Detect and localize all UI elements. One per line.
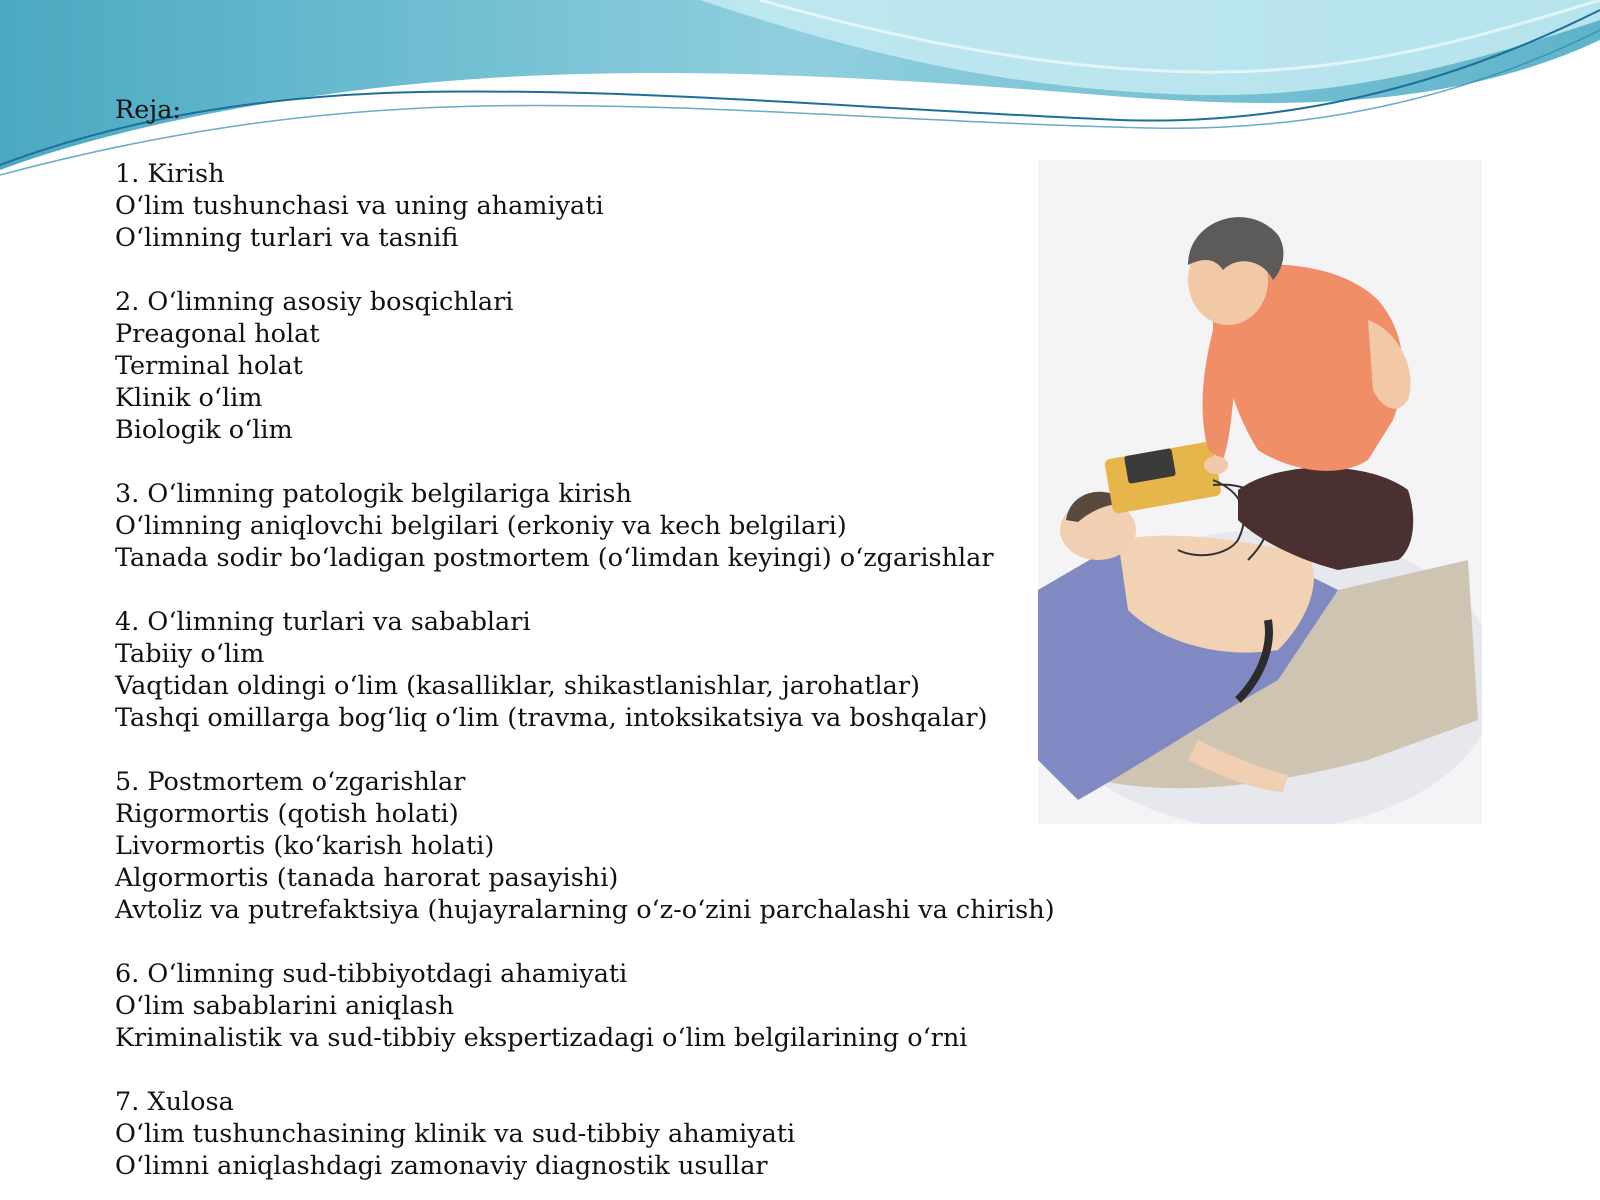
section-item: O‘limning aniqlovchi belgilari (erkoniy va kech belgilari) xyxy=(115,511,847,541)
section-item: O‘lim tushunchasi va uning ahamiyati xyxy=(115,191,604,221)
section-heading: 7. Xulosa xyxy=(115,1087,234,1117)
section-heading: 1. Kirish xyxy=(115,159,225,189)
section-item: Livormortis (ko‘karish holati) xyxy=(115,831,495,861)
section-item: Tanada sodir bo‘ladigan postmortem (o‘limdan keyingi) o‘zgarishlar xyxy=(115,543,994,573)
rescuer-hand-on-aed xyxy=(1204,456,1228,474)
section-item: O‘limni aniqlashdagi zamonaviy diagnostik usullar xyxy=(115,1151,768,1181)
section-item: Kriminalistik va sud-tibbiy ekspertizadagi o‘lim belgilarining o‘rni xyxy=(115,1023,968,1053)
cpr-defibrillator-illustration xyxy=(1038,160,1482,824)
section-item: Klinik o‘lim xyxy=(115,383,263,413)
slide-content xyxy=(115,94,1075,1182)
section-item: O‘lim tushunchasining klinik va sud-tibbiy ahamiyati xyxy=(115,1119,796,1149)
section-heading: 4. O‘limning turlari va sabablari xyxy=(115,607,531,637)
section-item: Rigormortis (qotish holati) xyxy=(115,799,459,829)
section-item: Biologik o‘lim xyxy=(115,415,293,445)
section-heading: 6. O‘limning sud-tibbiyotdagi ahamiyati xyxy=(115,959,628,989)
section-item: Vaqtidan oldingi o‘lim (kasalliklar, shikastlanishlar, jarohatlar) xyxy=(115,671,920,701)
section-item: O‘lim sabablarini aniqlash xyxy=(115,991,455,1021)
section-item: Preagonal holat xyxy=(115,319,320,349)
section-heading: 5. Postmortem o‘zgarishlar xyxy=(115,767,466,797)
section-item: Avtoliz va putrefaktsiya (hujayralarning o‘z-o‘zini parchalashi va chirish) xyxy=(115,895,1055,925)
slide-title: Reja: xyxy=(115,95,181,125)
section-item: Terminal holat xyxy=(115,351,303,381)
section-item: O‘limning turlari va tasnifi xyxy=(115,223,459,253)
section-item: Tashqi omillarga bog‘liq o‘lim (travma, intoksikatsiya va boshqalar) xyxy=(115,703,988,733)
section-item: Algormortis (tanada harorat pasayishi) xyxy=(115,863,619,893)
section-heading: 2. O‘limning asosiy bosqichlari xyxy=(115,287,514,317)
section-heading: 3. O‘limning patologik belgilariga kirish xyxy=(115,479,632,509)
section-item: Tabiiy o‘lim xyxy=(115,639,265,669)
